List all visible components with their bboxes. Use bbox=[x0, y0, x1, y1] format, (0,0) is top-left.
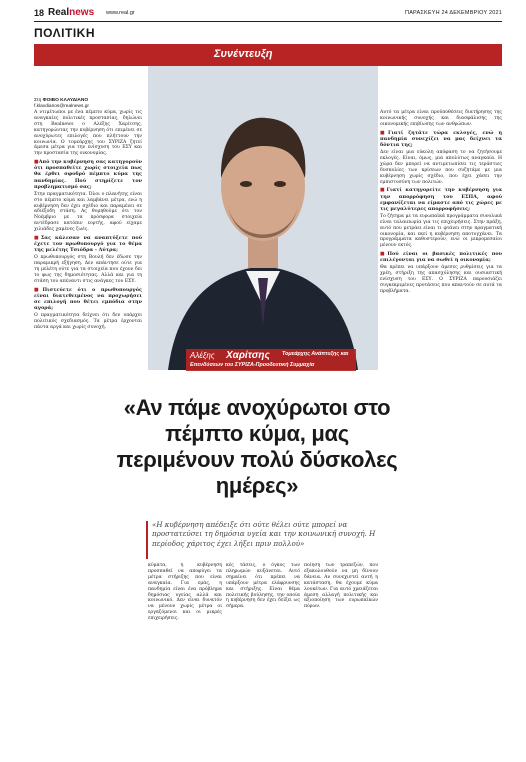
question-3: ■ Πιστεύετε ότι ο πρωθυπουργός είναι διατεθειμένος να προχωρήσει σε επιλογή που θέτει εμπόδια στην αγορά; bbox=[34, 287, 142, 311]
caption-first-name: Αλέξης bbox=[190, 351, 215, 360]
bottom-column-2: κές τάσεις, ο όγκος των πληρωμών αυξάνεται. Αυτό σημαίνει ότι πρέπει να υπάρξουν μέτρα ελάφρυνσης και στήριξης. Είναι θέμα πολιτικής βούλησης, την οποία η κυβέρνηση δεν έχει δείξει ως σήμερα. bbox=[226, 563, 300, 610]
right-answer-3: Θα πρέπει να υπάρξουν άμεσες ρυθμίσεις για τα χρέη, στήριξη της απασχόλησης και ουσιαστική ενίσχυση του ΕΣΥ. Ο ΣΥΡΙΖΑ παρουσιάζει συγκεκριμένες προτάσεις που απαντούν σε αυτά τα προβλήματα. bbox=[380, 265, 502, 295]
byline-author: ΦΟΙΒΟ ΚΛΑΥΔΙΑΝΟ bbox=[42, 98, 89, 103]
right-question-1: ■ Γιατί ζητάτε τώρα εκλογές, ενώ η πανδημία συνεχίζει να μας δείχνει τα δόντια της; bbox=[380, 130, 502, 148]
header-rule bbox=[34, 21, 502, 22]
right-question-2: ■ Γιατί κατηγορείτε την κυβέρνηση για την απορρόφηση του ΕΣΠΑ, αφού εμφανίζεται να είμαστε από τις χώρες με τις μεγαλύτερες απορροφήσεις; bbox=[380, 187, 502, 211]
site-url: www.real.gr bbox=[106, 10, 135, 16]
section-title: ΠΟΛΙΤΙΚΗ bbox=[34, 26, 96, 40]
caption-role-1: Τομεάρχης Ανάπτυξης και bbox=[282, 351, 349, 357]
pull-quote-bar bbox=[146, 521, 148, 559]
portrait-illustration bbox=[148, 66, 378, 370]
bottom-column-3: ποίηση των τραπεζών, που εξακολουθούν να μη δίνουν δάνεια. Αν συνεχιστεί αυτή η κατάσταση, θα έχουμε κύμα λουκέτων. Για αυτό χρειάζεται άμεση αλλαγή πολιτικής και αξιοποίηση των ευρωπαϊκών πόρων. bbox=[304, 563, 378, 610]
photo-caption bbox=[186, 349, 356, 371]
headline-quote: «Αν πάμε ανοχύρωτοι στο πέμπτο κύμα, μας περιμένουν πολύ δύσκολες ημέρες» bbox=[116, 395, 398, 498]
page-number: 18 bbox=[34, 8, 45, 18]
byline-prefix: Στη bbox=[34, 98, 42, 103]
left-column bbox=[34, 110, 142, 331]
question-1: ■ Από την κυβέρνηση σας κατηγορούν ότι προσπαθείτε χωρίς στοιχεία πως θα έρθει σφοδρό πέμπτο κύμα της πανδημίας. Πού στηρίζετε τον προβληματισμό σας; bbox=[34, 159, 142, 189]
answer-3: Ο πραγματικότητα δείχνει ότι δεν υπάρχει πολιτικός σχεδιασμός. Τα μέτρα έρχονται πάντα αργά και χωρίς συνοχή. bbox=[34, 313, 142, 331]
answer-2: Ο πρωθυπουργός στη Βουλή δεν έδωσε την παραμικρή εξήγηση. Δεν απάντησε ούτε για τη μελέτη ούτε για τα στοιχεία που έχουν δει το φως της δημοσιότητας. Αλλά και για τη στάση του απέναντι στις ανάγκες του ΕΣΥ. bbox=[34, 255, 142, 284]
brand-logo bbox=[48, 7, 94, 18]
interview-banner bbox=[34, 44, 502, 66]
question-2: ■ Σας κάλεσαν να αναπτύξετε πού έχετε τον πρωθυπουργό για το θέμα της μελέτης Τσιόδρα - Λύτρα; bbox=[34, 235, 142, 253]
brand-primary: Real bbox=[48, 7, 70, 18]
right-answer-1: Δεν είναι μια εύκολη απόφαση το να ζητήσουμε εκλογές. Είναι, όμως, μια απολύτως αναγκαία. Η χώρα δεν μπορεί να αντιμετωπίσει τις τεράστιες δυσκολίες των κρίσεων που συζητάμε με μια κυβέρνηση χωρίς σχέδιο, που έχει χάσει την εμπιστοσύνη των πολιτών. bbox=[380, 150, 502, 185]
answer-1: Στην πραγματικότητα. Όλοι ο πλανήτης είναι στο πέμπτο κύμα και λαμβάνει μέτρα, ενώ η κυβέρνηση δεν έχει σχέδιο και παραμένει σε αδιέξοδη στάση. Ας θυμηθούμε ότι τον Νοέμβριο με τα πρόσφορα στοιχεία αντέδρασε κατόπιν εορτής, αφού είχαμε χιλιάδες χαμένες ζωές. bbox=[34, 191, 142, 233]
right-question-3: ■ Πού είναι οι βασικές πολιτικές που επιλέγονται για να σωθεί η οικονομία; bbox=[380, 251, 502, 263]
right-answer-2: Το ζήτημα με τα ευρωπαϊκά προγράμματα συνολικά είναι ταλαιπωρία για τις επιχειρήσεις. Στην πράξη, αυτό που μετράει είναι τι φτάνει στην πραγματική οικονομία, και εκεί η κυβέρνηση αποτυγχάνει. Τα προγράμματα καθυστερούν, ενώ οι μικρομεσαίοι μένουν εκτός. bbox=[380, 213, 502, 249]
author-email: f.klavdianos@realnews.gr bbox=[34, 104, 89, 109]
bottom-column-1: κύματα, η κυβέρνηση προσπαθεί να αποφύγει τα μέτρα στήριξης που είναι αναγκαία. Για εμάς, η πανδημία είναι ένα πρόβλημα δημόσιας υγείας αλλά και κοινωνικό. Δεν είναι δυνατόν να μένουν χωρίς μέτρα οι εργαζόμενοι και οι μικρές επιχειρήσεις. bbox=[148, 563, 222, 622]
right-intro: Αυτό τα μέτρα είναι προϋποθέσεις διατήρησης της κοινωνικής συνοχής και διασφάλισης της οικονομικής επιβίωσης των ανθρώπων. bbox=[380, 110, 502, 127]
byline bbox=[34, 98, 88, 103]
caption-role-2: Επενδύσεων του ΣΥΡΙΖΑ-Προοδευτική Συμμαχία bbox=[190, 362, 315, 368]
pull-quote: «Η κυβέρνηση απέδειξε ότι ούτε θέλει ούτε μπορεί να προστατεύσει τη δημόσια υγεία και την κοινωνική συνοχή. Η περίοδος χάριτος έχει λήξει πριν πολλού» bbox=[152, 520, 376, 548]
issue-date: ΠΑΡΑΣΚΕΥΗ 24 ΔΕΚΕΜΒΡΙΟΥ 2021 bbox=[405, 10, 502, 16]
right-column bbox=[380, 110, 502, 295]
caption-last-name: Χαρίτσης bbox=[226, 350, 270, 361]
page-header bbox=[34, 8, 502, 20]
portrait-photo bbox=[148, 66, 378, 370]
intro-paragraph: Α ντιμέτωποι με ένα πέμπτο κύμα, χωρίς τις αναγκαίες πολιτικές προστασίας, δηλώνει στη Realnews ο Αλέξης Χαρίτσης, κατηγορώντας την κυβέρνηση ότι επιμένει σε ανοχύρωτες επιλογές που πλήττουν την κοινωνία. Ο τομεάρχης του ΣΥΡΙΖΑ ζητεί άμεσα μέτρα για την ενίσχυση του ΕΣΥ και την προστασία της οικονομίας. bbox=[34, 110, 142, 157]
banner-label: Συνέντευξη bbox=[214, 48, 273, 60]
brand-secondary: news bbox=[69, 7, 95, 18]
